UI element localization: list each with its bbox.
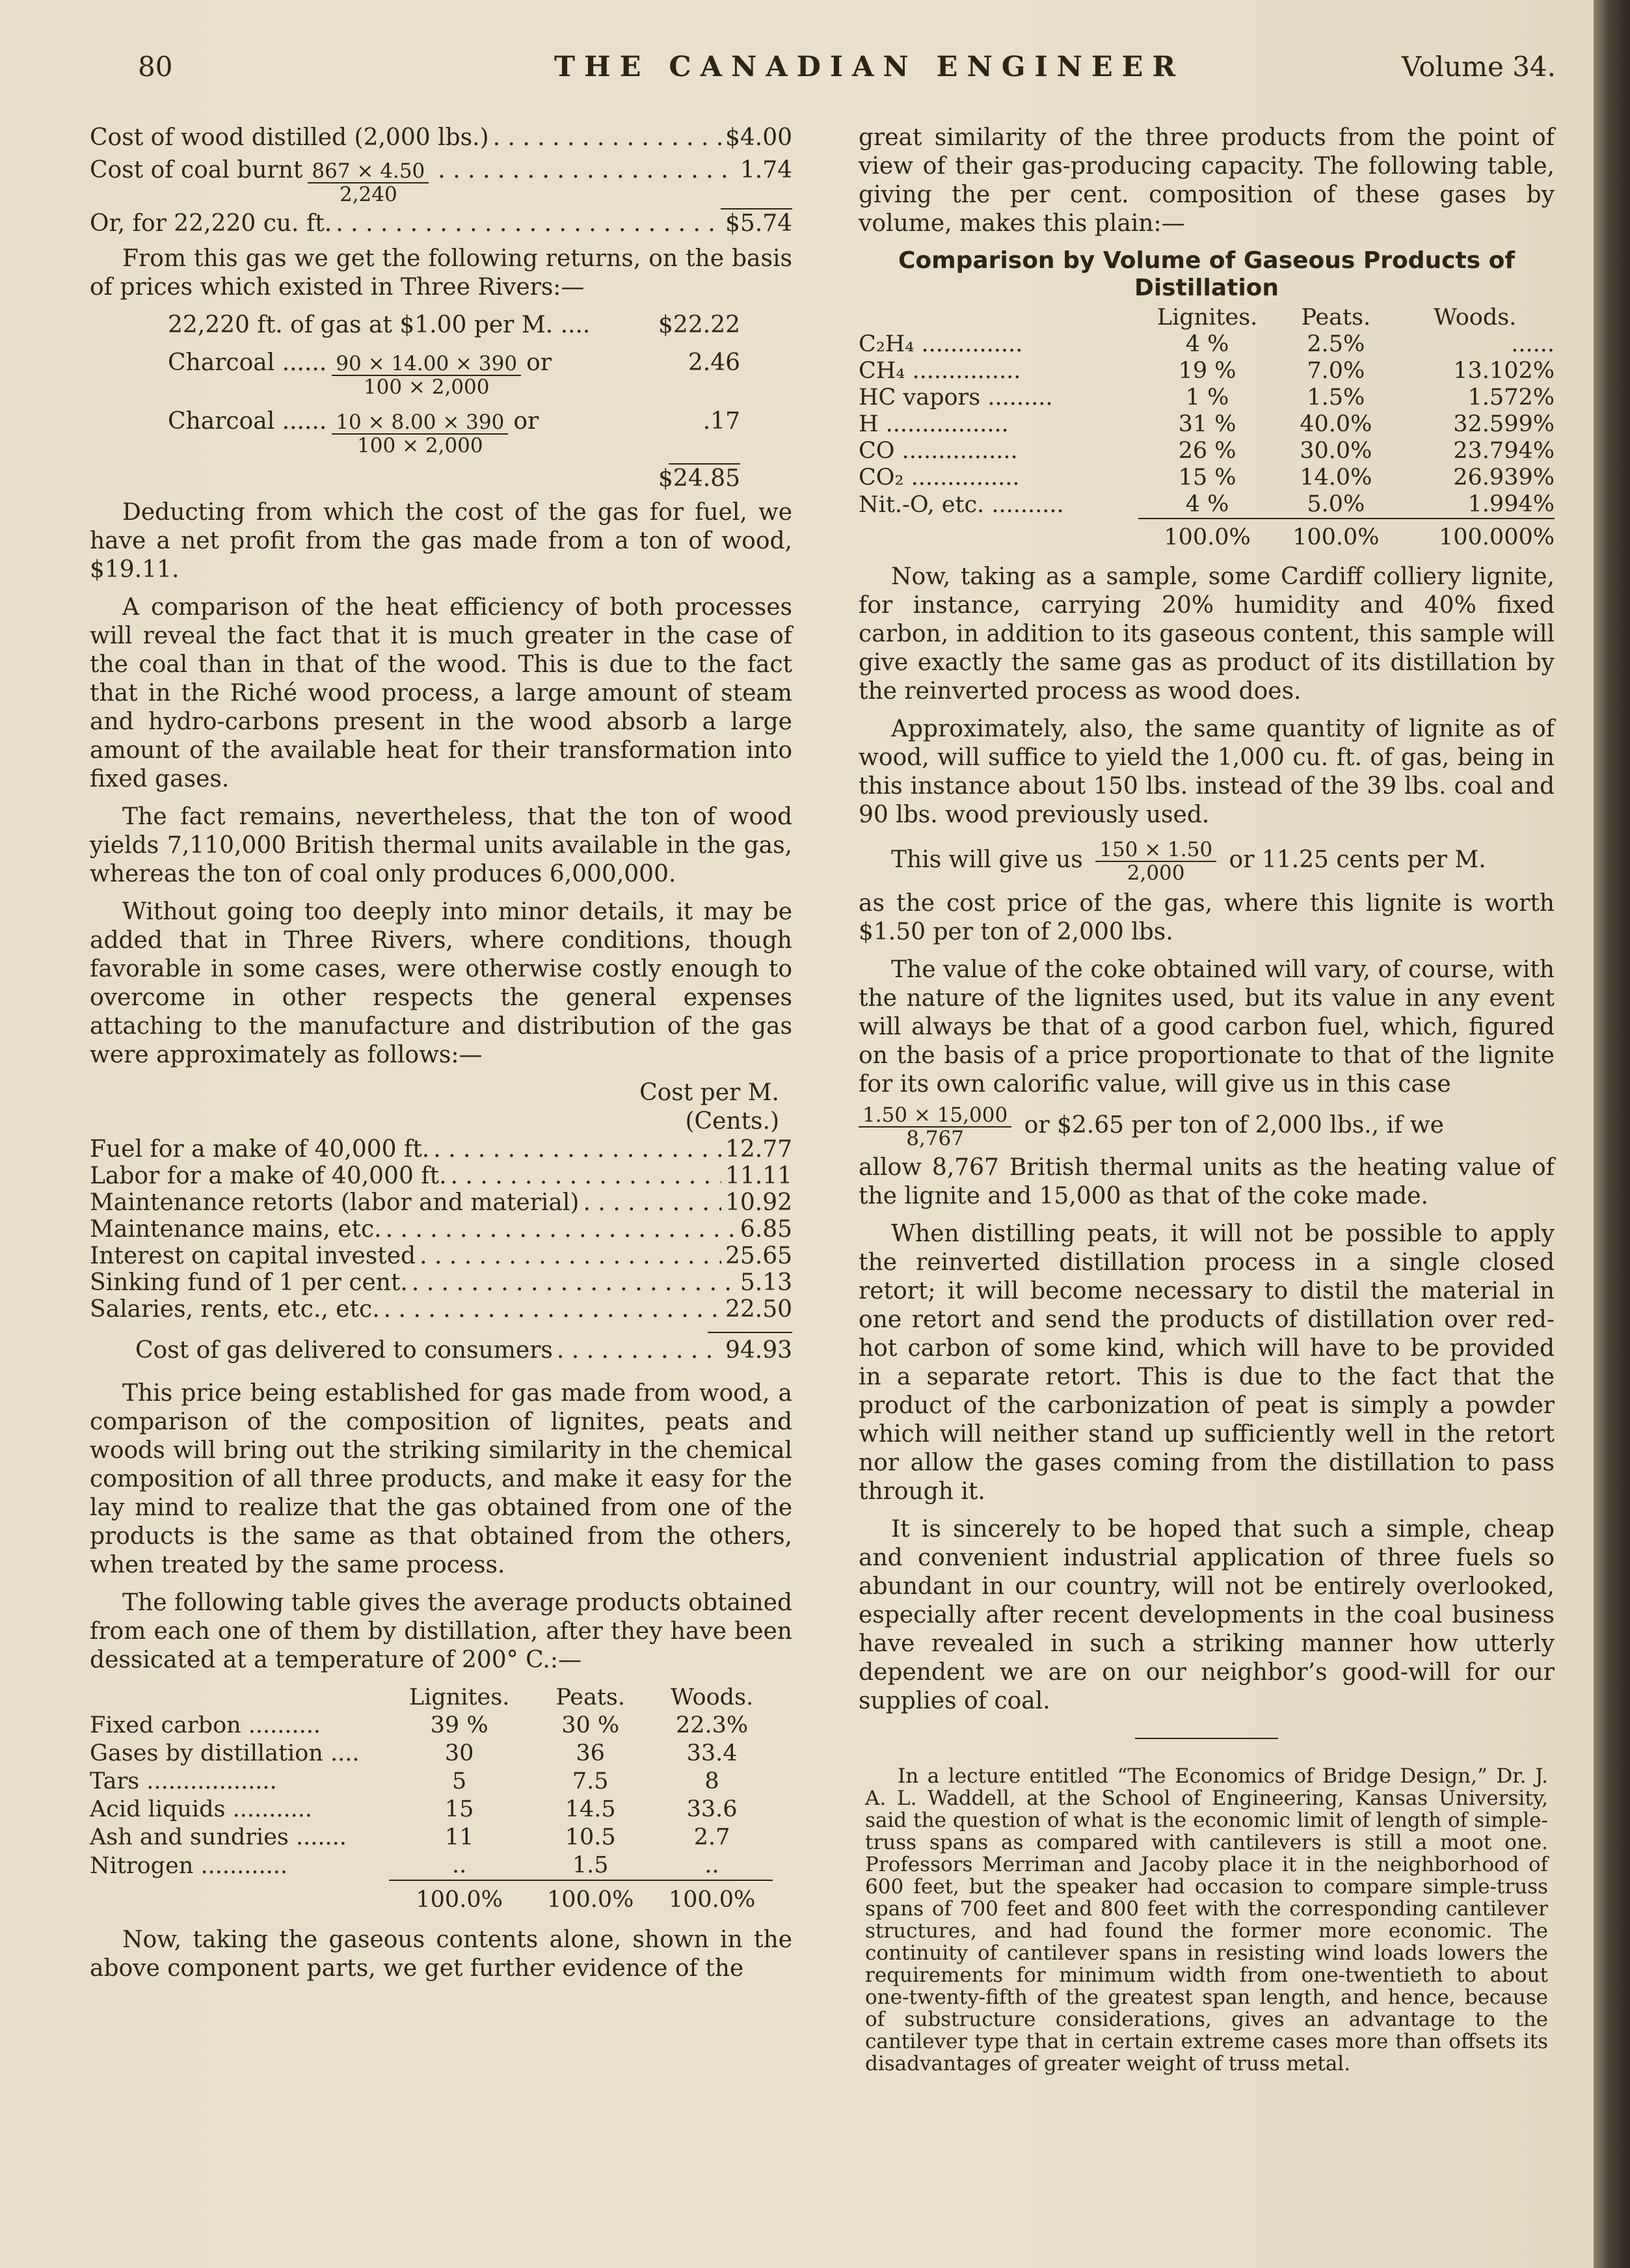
table-row: H ................. 31 % 40.0% 32.599% bbox=[859, 411, 1555, 437]
gas-cost-row: Fuel for a make of 40,000 ft. . . . 12.77 bbox=[90, 1136, 792, 1163]
column-header: Lignites. bbox=[1156, 304, 1258, 331]
table-row: Acid liquids ........... 15 14.5 33.6 bbox=[90, 1796, 738, 1822]
paragraph: The following table gives the average products obtained from each one of them by distillation, after they have been dessicated at a temperature of 200° C.:— bbox=[90, 1589, 792, 1673]
return-value: $22.22 bbox=[658, 312, 740, 338]
paragraph: Without going too deeply into minor details, it may be added that in Three Rivers, where conditions, though favorable in some cases, were otherwise costly enough to overcome in other respects the general expenses attaching to the manufacture and distribution of the gas were approximately as follows:— bbox=[90, 898, 792, 1068]
table-row: Gases by distillation .... 30 36 33.4 bbox=[90, 1740, 738, 1766]
return-label: Charcoal ...... bbox=[168, 349, 327, 376]
left-column bbox=[90, 124, 792, 1992]
gas-composition-table bbox=[859, 304, 1555, 551]
column-header: Peats. bbox=[1301, 304, 1371, 331]
cost-label: Cost of wood distilled (2,000 lbs.) bbox=[90, 124, 489, 151]
table-row: Nitrogen ............ .. 1.5 .. bbox=[90, 1852, 719, 1879]
gas-cost-row: Interest on capital invested . . . 25.65 bbox=[90, 1243, 792, 1269]
page-edge bbox=[1594, 0, 1630, 2268]
return-label: Charcoal ...... bbox=[168, 408, 327, 435]
paragraph: Approximately, also, the same quantity of lignite as of wood, will suffice to yield the 1,000 cu. ft. of gas, being in this instance about 150 lbs. instead of the 39 lbs. coal and 90 lbs. wood previously used. bbox=[859, 716, 1555, 828]
return-row: Charcoal ...... $\frac{90 \times 14.00 \times 390}{100 \times 2,000}$ or 2.46 bbox=[168, 349, 740, 399]
paragraph: Deducting from which the cost of the gas for fuel, we have a net profit from the gas made from a ton of wood, $19.11. bbox=[90, 499, 792, 583]
table-row: Tars .................. 5 7.5 8 bbox=[90, 1768, 719, 1794]
return-row: Charcoal ...... $\frac{10 \times 8.00 \times 390}{100 \times 2,000}$ or .17 bbox=[168, 408, 740, 457]
sum-rule bbox=[708, 1332, 792, 1333]
gas-cost-row: Maintenance retorts (labor and material) . . . 10.92 bbox=[90, 1189, 792, 1216]
cost-value: $5.74 bbox=[725, 210, 792, 237]
table-row: CH₄ ............... 19 % 7.0% 13.102% bbox=[859, 358, 1555, 384]
table-row: Fixed carbon .......... 39 % 30 % 22.3% bbox=[90, 1712, 749, 1738]
fraction: $\frac{1.50 \times 15,000}{8,767}$ bbox=[859, 1104, 1011, 1150]
paragraph: The value of the coke obtained will vary, of course, with the nature of the lignites used, but its value in any event will always be that of a good carbon fuel, which, figured on the basis of a price proportionate to that of the lignite for its own calorific value, will give us in this case bbox=[859, 956, 1555, 1098]
paragraph: allow 8,767 British thermal units as the heating value of the lignite and 15,000 as that of the coke made. bbox=[859, 1154, 1555, 1209]
paragraph: Now, taking as a sample, some Cardiff colliery lignite, for instance, carrying 20% humidity and 40% fixed carbon, in addition to its gaseous content, this sample will give exactly the same gas as product of its distillation by the reinverted process as wood does. bbox=[859, 563, 1555, 705]
cost-row bbox=[90, 209, 792, 238]
paragraph: A comparison of the heat efficiency of both processes will reveal the fact that it is much greater in the case of the coal than in that of the wood. This is due to the fact that in the Riché wood process, a large amount of steam and hydro-carbons present in the wood absorb a large amount of the available heat for their transformation into fixed gases. bbox=[90, 594, 792, 792]
column-header: Peats. bbox=[555, 1684, 626, 1710]
return-row bbox=[168, 311, 740, 340]
gas-cost-row: Sinking fund of 1 per cent. . . . 5.13 bbox=[90, 1269, 792, 1296]
table-row: C₂H₄ .............. 4 % 2.5% ...... bbox=[859, 331, 1555, 357]
cost-label: Cost of coal burnt bbox=[90, 157, 303, 183]
table-total-row: 100.0% 100.0% 100.0% bbox=[90, 1880, 773, 1914]
gas-cost-list bbox=[90, 1136, 792, 1364]
lecture-note: In a lecture entitled “The Economics of Bridge Design,” Dr. J. A. L. Waddell, at the School of Engineering, Kansas University, said the question of what is the economic limit of length of simple-truss spans as compared with cantilevers is still a moot one. Professors Merriman and Jacoby place it in the neighborhood of 600 feet, but the speaker had occasion to compare simple-truss spans of 700 feet and 800 feet with the corresponding cantilever structures, and had found the former more economic. The continuity of cantilever spans in resisting wind loads lowers the requirements for minimum width from one-twentieth to about one-twenty-fifth of the greatest span length, and hence, because of substructure considerations, gives an advantage to the cantilever type that in certain extreme cases more than offsets its disadvantages of greater weight of truss metal. bbox=[865, 1764, 1548, 2075]
gas-cost-row: Labor for a make of 40,000 ft. . . . 11.11 bbox=[90, 1163, 792, 1189]
return-total: $24.85 bbox=[658, 465, 740, 492]
formula-line: This will give us $\frac{150 \times 1.50}{2,000}$ or 11.25 cents per M. bbox=[891, 838, 1486, 885]
cost-value: $4.00 bbox=[725, 124, 792, 151]
masthead: THE CANADIAN ENGINEER bbox=[554, 51, 1185, 83]
table-row: CO ................ 26 % 30.0% 23.794% bbox=[859, 438, 1555, 464]
paragraph: It is sincerely to be hoped that such a simple, cheap and convenient industrial application of three fuels so abundant in our country, will not be entirely overlooked, especially after recent developments in the coal business have revealed in such a striking manner how utterly dependent we are on our neighbor’s good-will for our supplies of coal. bbox=[859, 1516, 1555, 1714]
paragraph: From this gas we get the following returns, on the basis of prices which existed in Three Rivers:— bbox=[90, 245, 792, 301]
column-header: Woods. bbox=[1434, 304, 1517, 331]
table-header-row bbox=[90, 1684, 773, 1712]
formula-line: $\frac{1.50 \times 15,000}{8,767}$ or $2.65 per ton of 2,000 lbs., if we bbox=[859, 1104, 1555, 1150]
column-header: Woods. bbox=[670, 1684, 754, 1710]
paragraph: Now, taking the gaseous contents alone, shown in the above component parts, we get further evidence of the bbox=[90, 1926, 792, 1982]
paragraph: great similarity of the three products from the point of view of their gas-producing capacity. The following table, giving the per cent. composition of these gases by volume, makes this plain:— bbox=[859, 124, 1555, 237]
fraction: $\frac{90 \times 14.00 \times 390}{100 \times 2,000}$ bbox=[332, 353, 521, 398]
table-total-row: 100.0% 100.0% 100.000% bbox=[859, 519, 1555, 551]
gas-cost-total-row: Cost of gas delivered to consumers . . . 94.93 bbox=[90, 1337, 792, 1364]
cost-row bbox=[90, 156, 792, 206]
section-divider bbox=[1135, 1738, 1278, 1739]
table-row: CO₂ ............... 15 % 14.0% 26.939% bbox=[859, 465, 1555, 491]
paragraph: This price being established for gas made from wood, a comparison of the composition of lignites, peats and woods will bring out the striking similarity in the chemical composition of all three products, and make it easy for the lay mind to realize that the gas obtained from one of the products is the same as that obtained from the others, when treated by the same process. bbox=[90, 1380, 792, 1578]
products-table bbox=[90, 1684, 773, 1914]
cost-label: Or, for 22,220 cu. ft. bbox=[90, 210, 332, 237]
return-value: .17 bbox=[702, 408, 740, 435]
page-number: 80 bbox=[138, 51, 173, 83]
paragraph: The fact remains, nevertheless, that the ton of wood yields 7,110,000 British thermal units available in the gas, whereas the ton of coal only produces 6,000,000. bbox=[90, 803, 792, 887]
gas-cost-row: Salaries, rents, etc., etc. . . . 22.50 bbox=[90, 1296, 792, 1323]
fraction: $\frac{10 \times 8.00 \times 390}{100 \times 2,000}$ bbox=[332, 411, 508, 457]
gas-cost-row: Maintenance mains, etc. . . . 6.85 bbox=[90, 1216, 792, 1243]
cost-value: 1.74 bbox=[740, 157, 792, 183]
cost-row bbox=[90, 124, 792, 152]
volume-label: Volume 34. bbox=[1401, 51, 1556, 83]
fraction: $\frac{150 \times 1.50}{2,000}$ bbox=[1095, 839, 1216, 884]
right-column bbox=[859, 124, 1555, 2084]
column-header: Lignites. bbox=[408, 1684, 510, 1710]
table-row: Nit.-O, etc. .......... 4 % 5.0% 1.994% bbox=[859, 491, 1555, 518]
table-title: Comparison by Volume of Gaseous Products of Distillation bbox=[898, 247, 1516, 301]
table-row: Ash and sundries ....... 11 10.5 2.7 bbox=[90, 1824, 730, 1850]
paragraph: as the cost price of the gas, where this lignite is worth $1.50 per ton of 2,000 lbs. bbox=[859, 890, 1555, 945]
paragraph: When distilling peats, it will not be possible to apply the reinverted distillation process in a single closed retort; it will become necessary to distil the material in one retort and send the products of distillation over red-hot carbon of some kind, which will have to be provided in a separate retort. This is due to the fact that the product of the carbonization of peat is simply a powder which will neither stand up sufficiently well in the retort nor allow the gases coming from the distillation to pass through it. bbox=[859, 1221, 1555, 1505]
table-row: HC vapors ......... 1 % 1.5% 1.572% bbox=[859, 385, 1555, 411]
fraction: $\frac{867 \times 4.50}{2,240}$ bbox=[308, 160, 429, 206]
cost-header: Cost per M. (Cents.) bbox=[639, 1079, 779, 1135]
return-value: 2.46 bbox=[688, 349, 740, 376]
return-label: 22,220 ft. of gas at $1.00 per M. .... bbox=[168, 312, 591, 338]
returns-block bbox=[90, 311, 792, 493]
page-header bbox=[138, 51, 1556, 96]
table-header-row bbox=[859, 304, 1555, 331]
